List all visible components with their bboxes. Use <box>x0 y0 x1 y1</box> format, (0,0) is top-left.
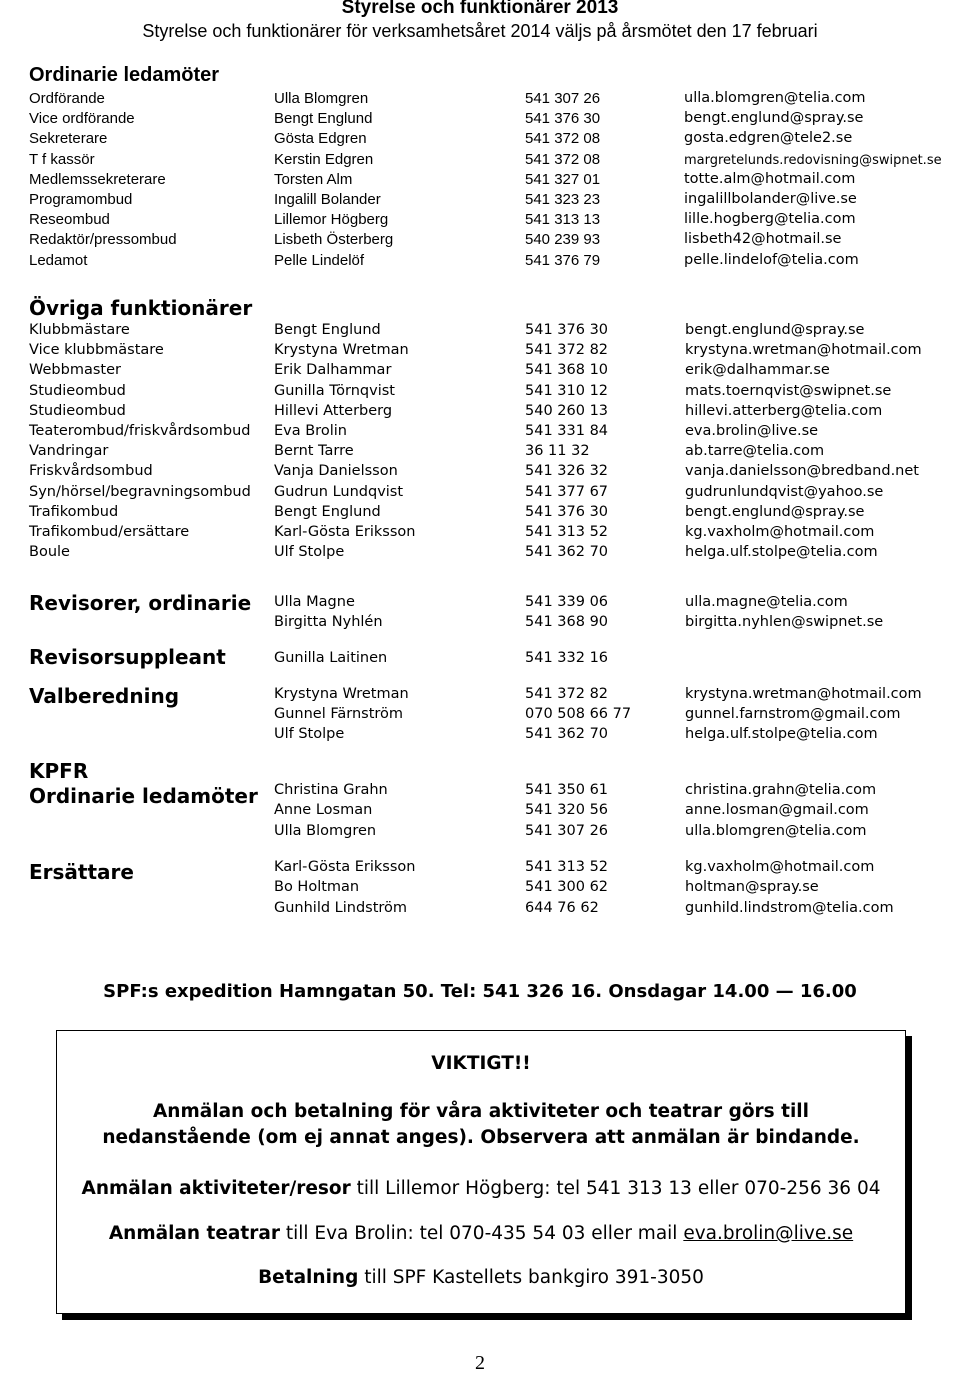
role-cell: Ledamot <box>29 251 88 269</box>
list-item <box>0 403 960 423</box>
phone-cell: 541 372 82 <box>525 686 609 702</box>
phone-cell: 541 313 13 <box>525 211 601 229</box>
name-cell: Gösta Edgren <box>274 130 367 148</box>
list-item <box>0 614 960 634</box>
page-subtitle: Styrelse och funktionärer för verksamhetsåret 2014 väljs på årsmötet den 17 februari <box>142 21 818 41</box>
phone-cell: 541 313 52 <box>525 859 609 875</box>
list-item <box>0 130 960 150</box>
list-item <box>0 90 960 110</box>
name-cell: Ulf Stolpe <box>274 726 345 742</box>
role-cell: Friskvårdsombud <box>29 463 153 480</box>
list-item <box>0 191 960 211</box>
activities-text: till Lillemor Högberg: tel 541 313 13 eller 070-256 36 04 <box>350 1178 881 1199</box>
name-cell: Ulla Blomgren <box>274 822 377 839</box>
email-link[interactable]: ulla.blomgren@telia.com <box>685 822 867 839</box>
email-link[interactable]: lisbeth42@hotmail.se <box>684 231 842 248</box>
list-item <box>0 443 960 463</box>
role-cell: Boule <box>29 544 70 561</box>
role-cell: Vice klubbmästare <box>29 342 164 359</box>
name-cell: Lillemor Högberg <box>274 211 389 229</box>
phone-cell: 541 332 16 <box>525 650 609 666</box>
list-item <box>0 726 960 746</box>
email-link[interactable]: ulla.blomgren@telia.com <box>684 90 866 106</box>
name-cell: Gudrun Lundqvist <box>274 483 404 500</box>
role-cell: Syn/hörsel/begravningsombud <box>29 483 251 500</box>
role-cell: Programombud <box>29 191 133 208</box>
theatre-label: Anmälan teatrar <box>108 1223 280 1244</box>
name-cell: Ulla Blomgren <box>274 90 369 107</box>
phone-cell: 541 339 06 <box>525 594 609 610</box>
list-item <box>0 504 960 524</box>
name-cell: Vanja Danielsson <box>274 463 398 480</box>
email-link[interactable]: bengt.englund@spray.se <box>685 503 865 520</box>
phone-cell: 541 377 67 <box>525 483 609 500</box>
email-link[interactable]: holtman@spray.se <box>685 879 819 896</box>
phone-cell: 541 376 30 <box>525 110 601 128</box>
email-link[interactable]: gosta.edgren@tele2.se <box>684 130 853 147</box>
name-cell: Gunilla Törnqvist <box>274 382 395 399</box>
page-number: 2 <box>475 1352 485 1374</box>
role-cell: Webbmaster <box>29 362 121 379</box>
phone-cell: 541 362 70 <box>525 726 609 742</box>
phone-cell: 541 372 08 <box>525 150 601 168</box>
kpfr-deputies-heading: Ersättare <box>29 860 134 884</box>
role-cell: Trafikombud/ersättare <box>29 524 190 540</box>
list-item <box>0 859 960 879</box>
role-cell: Reseombud <box>29 211 110 229</box>
phone-cell: 541 326 32 <box>525 463 609 480</box>
name-cell: Ingalill Bolander <box>274 191 381 208</box>
email-link[interactable]: pelle.lindelof@telia.com <box>684 251 859 268</box>
phone-cell: 541 310 12 <box>525 382 609 399</box>
phone-cell: 540 239 93 <box>525 231 601 249</box>
list-item <box>0 110 960 130</box>
phone-cell: 541 376 79 <box>525 251 601 269</box>
name-cell: Karl-Gösta Eriksson <box>274 859 416 875</box>
email-link[interactable]: bengt.englund@spray.se <box>685 322 865 338</box>
list-item <box>0 650 960 670</box>
name-cell: Krystyna Wretman <box>274 342 409 359</box>
notice-payment <box>57 1267 905 1288</box>
expedition-info: SPF:s expedition Hamngatan 50. Tel: 541 326 16. Onsdagar 14.00 — 16.00 <box>103 981 857 1002</box>
name-cell: Birgitta Nyhlén <box>274 614 383 630</box>
phone-cell: 541 376 30 <box>525 322 609 338</box>
email-link[interactable]: mats.toernqvist@swipnet.se <box>685 382 892 399</box>
list-item <box>0 802 960 822</box>
name-cell: Lisbeth Österberg <box>274 231 394 249</box>
list-item <box>0 322 960 342</box>
name-cell: Kerstin Edgren <box>274 150 374 168</box>
role-cell: Vice ordförande <box>29 110 135 128</box>
notice-theatre <box>57 1223 905 1244</box>
list-item <box>0 879 960 899</box>
email-link[interactable]: totte.alm@hotmail.com <box>684 170 856 187</box>
nomination-heading: Valberedning <box>29 684 180 708</box>
notice-box <box>56 1030 906 1314</box>
phone-cell: 541 368 90 <box>525 614 609 630</box>
list-item <box>0 231 960 251</box>
role-cell: Medlemssekreterare <box>29 170 166 188</box>
email-link[interactable]: kg.vaxholm@hotmail.com <box>685 859 875 875</box>
email-link[interactable]: krystyna.wretman@hotmail.com <box>685 686 922 702</box>
theatre-text: till Eva Brolin: tel 070-435 54 03 eller mail <box>279 1223 684 1244</box>
list-item <box>0 823 960 843</box>
role-cell: Sekreterare <box>29 130 108 148</box>
role-cell: Redaktör/pressombud <box>29 231 177 249</box>
phone-cell: 540 260 13 <box>525 402 609 419</box>
email-link[interactable]: ab.tarre@telia.com <box>685 443 825 460</box>
name-cell: Karl-Gösta Eriksson <box>274 524 416 540</box>
name-cell: Krystyna Wretman <box>274 686 409 702</box>
phone-cell: 541 327 01 <box>525 170 601 188</box>
list-item <box>0 362 960 382</box>
role-cell: Studieombud <box>29 382 126 399</box>
role-cell: Teaterombud/friskvårdsombud <box>29 423 251 439</box>
notice-title: VIKTIGT!! <box>431 1053 531 1074</box>
email-link[interactable]: hillevi.atterberg@telia.com <box>685 402 883 419</box>
phone-cell: 541 362 70 <box>525 544 609 561</box>
activities-label: Anmälan aktiviteter/resor <box>81 1178 351 1199</box>
phone-cell: 541 320 56 <box>525 802 609 819</box>
email-link[interactable]: gunhild.lindstrom@telia.com <box>685 899 894 916</box>
phone-cell: 541 368 10 <box>525 362 609 379</box>
list-item <box>0 782 960 802</box>
email-link[interactable]: helga.ulf.stolpe@telia.com <box>685 726 878 742</box>
name-cell: Gunnel Färnström <box>274 706 404 722</box>
name-cell: Gunhild Lindström <box>274 899 408 916</box>
phone-cell: 541 307 26 <box>525 90 601 107</box>
list-item <box>0 252 960 272</box>
list-item <box>0 524 960 544</box>
email-link[interactable]: gudrunlundqvist@yahoo.se <box>685 483 884 500</box>
role-cell: Klubbmästare <box>29 322 130 338</box>
name-cell: Gunilla Laitinen <box>274 650 388 666</box>
others-heading: Övriga funktionärer <box>29 296 253 320</box>
notice-line-2: nedanstående (om ej annat anges). Observera att anmälan är bindande. <box>102 1127 860 1148</box>
list-item <box>0 594 960 614</box>
email-link[interactable]: anne.losman@gmail.com <box>685 802 869 819</box>
email-link[interactable]: bengt.englund@spray.se <box>684 110 864 127</box>
email-link[interactable]: lille.hogberg@telia.com <box>684 211 856 228</box>
name-cell: Ulla Magne <box>274 594 355 610</box>
auditor-deputy-heading: Revisorsuppleant <box>29 645 226 669</box>
phone-cell: 36 11 32 <box>525 443 590 460</box>
phone-cell: 541 372 82 <box>525 342 609 359</box>
email-link[interactable]: helga.ulf.stolpe@telia.com <box>685 544 878 561</box>
list-item <box>0 484 960 504</box>
list-item <box>0 423 960 443</box>
name-cell: Hillevi Atterberg <box>274 402 393 419</box>
phone-cell: 541 300 62 <box>525 879 609 896</box>
kpfr-heading: KPFR <box>29 759 89 783</box>
email-link[interactable]: eva.brolin@live.se <box>685 423 819 439</box>
kpfr-members-heading: Ordinarie ledamöter <box>29 784 258 808</box>
name-cell: Christina Grahn <box>274 782 388 798</box>
list-item <box>0 383 960 403</box>
email-link[interactable]: margretelunds.redovisning@swipnet.se <box>684 152 942 168</box>
board-heading: Ordinarie ledamöter <box>29 64 220 86</box>
payment-label: Betalning <box>258 1267 359 1288</box>
notice-line-1: Anmälan och betalning för våra aktiviteter och teatrar görs till <box>152 1101 809 1122</box>
phone-cell: 541 313 52 <box>525 524 609 540</box>
list-item <box>0 544 960 564</box>
list-item <box>0 151 960 171</box>
phone-cell: 541 376 30 <box>525 503 609 520</box>
name-cell: Bernt Tarre <box>274 443 354 460</box>
email-link[interactable]: birgitta.nyhlen@swipnet.se <box>685 614 884 630</box>
list-item <box>0 463 960 483</box>
list-item <box>0 171 960 191</box>
list-item <box>0 706 960 726</box>
email-link[interactable]: gunnel.farnstrom@gmail.com <box>685 706 901 722</box>
email-link[interactable]: kg.vaxholm@hotmail.com <box>685 524 875 540</box>
email-link[interactable]: erik@dalhammar.se <box>685 362 830 379</box>
phone-cell: 070 508 66 77 <box>525 706 632 722</box>
name-cell: Erik Dalhammar <box>274 362 392 379</box>
phone-cell: 541 323 23 <box>525 191 601 208</box>
page-title: Styrelse och funktionärer 2013 <box>341 0 619 18</box>
theatre-email-link[interactable]: eva.brolin@live.se <box>683 1223 854 1244</box>
role-cell: Vandringar <box>29 443 109 460</box>
name-cell: Bengt Englund <box>274 110 373 128</box>
payment-text: till SPF Kastellets bankgiro 391-3050 <box>358 1267 704 1288</box>
name-cell: Bengt Englund <box>274 322 381 338</box>
role-cell: T f kassör <box>29 150 95 168</box>
phone-cell: 644 76 62 <box>525 899 599 916</box>
name-cell: Torsten Alm <box>274 170 353 188</box>
role-cell: Studieombud <box>29 402 126 419</box>
email-link[interactable]: vanja.danielsson@bredband.net <box>685 463 919 480</box>
email-link[interactable]: krystyna.wretman@hotmail.com <box>685 342 922 359</box>
email-link[interactable]: ingalillbolander@live.se <box>684 191 857 207</box>
name-cell: Anne Losman <box>274 802 373 819</box>
name-cell: Bo Holtman <box>274 879 360 896</box>
name-cell: Eva Brolin <box>274 423 347 439</box>
phone-cell: 541 372 08 <box>525 130 601 148</box>
phone-cell: 541 350 61 <box>525 782 609 798</box>
name-cell: Bengt Englund <box>274 503 381 520</box>
phone-cell: 541 307 26 <box>525 822 609 839</box>
role-cell: Trafikombud <box>29 503 119 520</box>
list-item <box>0 900 960 920</box>
list-item <box>0 211 960 231</box>
list-item <box>0 342 960 362</box>
phone-cell: 541 331 84 <box>525 423 609 439</box>
email-link[interactable]: ulla.magne@telia.com <box>685 594 848 610</box>
name-cell: Pelle Lindelöf <box>274 251 365 269</box>
notice-activities <box>57 1178 905 1199</box>
auditors-heading: Revisorer, ordinarie <box>29 591 252 615</box>
name-cell: Ulf Stolpe <box>274 544 345 561</box>
role-cell: Ordförande <box>29 90 105 107</box>
list-item <box>0 686 960 706</box>
email-link[interactable]: christina.grahn@telia.com <box>685 782 877 798</box>
